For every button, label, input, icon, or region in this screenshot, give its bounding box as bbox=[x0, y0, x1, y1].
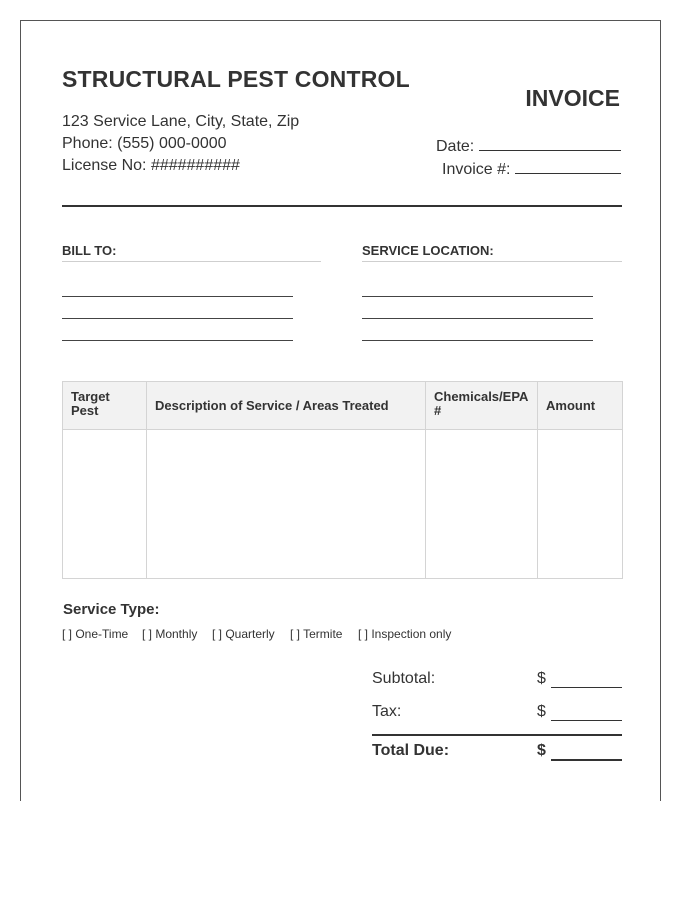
tax-blank[interactable] bbox=[551, 720, 622, 721]
company-address: 123 Service Lane, City, State, Zip bbox=[62, 113, 300, 130]
amount-cell[interactable] bbox=[538, 430, 623, 579]
date-field[interactable] bbox=[436, 136, 621, 156]
bill-to-line[interactable] bbox=[62, 296, 293, 297]
invoice-number-blank[interactable] bbox=[515, 159, 621, 174]
service-type-option-inspection[interactable]: [ ] Inspection only bbox=[358, 627, 452, 641]
description-cell[interactable] bbox=[147, 430, 426, 579]
service-location-line[interactable] bbox=[362, 340, 593, 341]
total-due-blank[interactable] bbox=[551, 759, 622, 761]
subtotal-blank[interactable] bbox=[551, 687, 622, 688]
invoice-title: INVOICE bbox=[525, 85, 620, 111]
date-label: Date: bbox=[436, 138, 475, 155]
bill-to-heading: BILL TO: bbox=[62, 243, 117, 258]
tax-label: Tax: bbox=[372, 703, 402, 720]
table-header-row bbox=[63, 382, 623, 430]
column-header-target-pest: Target Pest bbox=[63, 382, 147, 430]
header-divider bbox=[62, 205, 622, 207]
table-row bbox=[63, 430, 623, 579]
subtotal-currency: $ bbox=[537, 670, 546, 687]
total-due-label: Total Due: bbox=[372, 742, 450, 759]
invoice-number-field[interactable] bbox=[442, 159, 621, 179]
service-location-line[interactable] bbox=[362, 318, 593, 319]
service-location-underline bbox=[362, 261, 622, 262]
service-type-option-monthly[interactable]: [ ] Monthly bbox=[142, 627, 198, 641]
column-header-amount: Amount bbox=[538, 382, 623, 430]
service-type-option-quarterly[interactable]: [ ] Quarterly bbox=[212, 627, 275, 641]
service-type-option-one-time[interactable]: [ ] One-Time bbox=[62, 627, 129, 641]
totals-divider bbox=[372, 734, 622, 736]
service-location-line[interactable] bbox=[362, 296, 593, 297]
tax-currency: $ bbox=[537, 703, 546, 720]
subtotal-label: Subtotal: bbox=[372, 670, 436, 687]
company-name: STRUCTURAL PEST CONTROL bbox=[62, 66, 410, 92]
service-type-heading: Service Type: bbox=[63, 601, 160, 618]
company-license: License No: ########## bbox=[62, 157, 240, 174]
total-due-currency: $ bbox=[537, 742, 546, 759]
invoice-sheet bbox=[20, 20, 661, 801]
service-items-table bbox=[62, 381, 623, 579]
service-type-option-termite[interactable]: [ ] Termite bbox=[290, 627, 343, 641]
invoice-number-label: Invoice #: bbox=[442, 161, 511, 178]
column-header-chemicals: Chemicals/EPA # bbox=[426, 382, 538, 430]
target-pest-cell[interactable] bbox=[63, 430, 147, 579]
company-phone: Phone: (555) 000-0000 bbox=[62, 135, 227, 152]
bill-to-underline bbox=[62, 261, 321, 262]
service-location-heading: SERVICE LOCATION: bbox=[362, 243, 494, 258]
date-blank[interactable] bbox=[479, 136, 621, 151]
column-header-description: Description of Service / Areas Treated bbox=[147, 382, 426, 430]
bill-to-line[interactable] bbox=[62, 318, 293, 319]
chemicals-cell[interactable] bbox=[426, 430, 538, 579]
bill-to-line[interactable] bbox=[62, 340, 293, 341]
